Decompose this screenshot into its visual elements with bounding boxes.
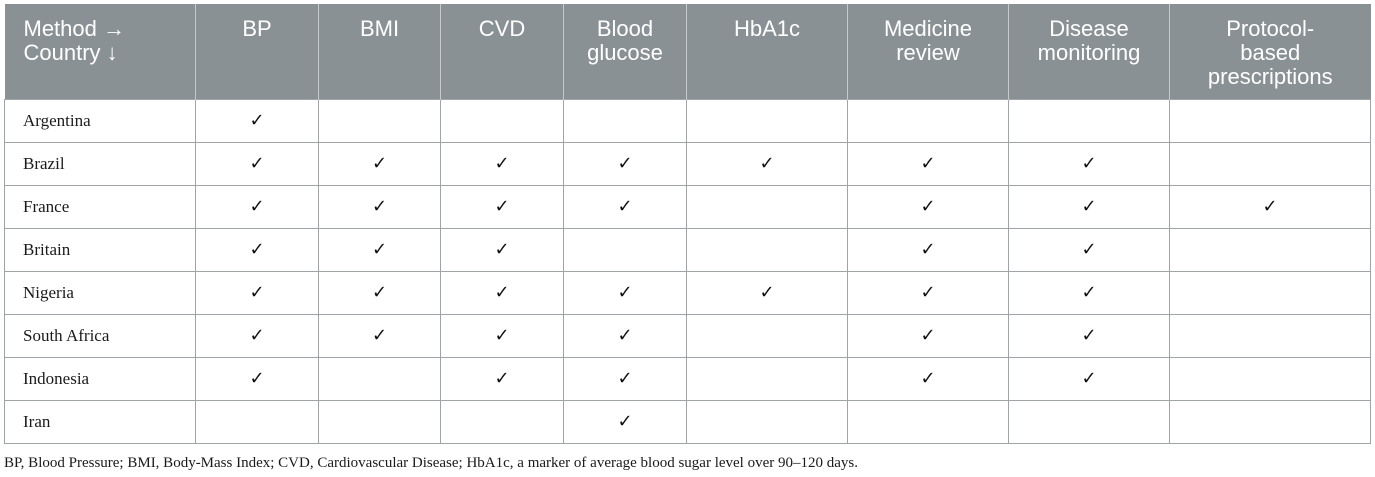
column-header-medicine-review [848, 4, 1009, 99]
method-cell [687, 314, 848, 357]
method-cell [687, 142, 848, 185]
checkmark-icon: ✓ [249, 368, 265, 389]
column-header-label: CVD [478, 16, 526, 41]
table-row [5, 400, 1371, 443]
country-cell: South Africa [5, 314, 196, 357]
method-cell [848, 142, 1009, 185]
checkmark-icon: ✓ [494, 282, 510, 303]
method-cell [441, 271, 564, 314]
method-cell [564, 142, 687, 185]
checkmark-icon: ✓ [920, 196, 936, 217]
method-cell [848, 357, 1009, 400]
column-header-label: glucose [587, 40, 663, 65]
checkmark-icon: ✓ [494, 153, 510, 174]
method-cell [1009, 271, 1170, 314]
method-cell [564, 228, 687, 271]
checkmark-icon: ✓ [1081, 368, 1097, 389]
method-cell [1009, 142, 1170, 185]
method-cell [441, 142, 564, 185]
column-header-label: Disease [1049, 16, 1129, 41]
checkmark-icon: ✓ [494, 239, 510, 260]
method-cell [564, 271, 687, 314]
checkmark-icon: ✓ [1081, 239, 1097, 260]
checkmark-icon: ✓ [920, 239, 936, 260]
methods-by-country-table [4, 4, 1371, 444]
method-cell [441, 185, 564, 228]
column-header-label: Protocol- [1226, 16, 1315, 41]
country-cell: Argentina [5, 99, 196, 142]
method-cell [564, 314, 687, 357]
method-cell [564, 185, 687, 228]
table-row [5, 185, 1371, 228]
table-row [5, 142, 1371, 185]
method-cell [196, 271, 319, 314]
method-cell [1170, 99, 1371, 142]
method-cell [441, 99, 564, 142]
checkmark-icon: ✓ [759, 282, 775, 303]
checkmark-icon: ✓ [249, 282, 265, 303]
checkmark-icon: ✓ [1081, 196, 1097, 217]
method-cell [687, 271, 848, 314]
method-cell [1170, 185, 1371, 228]
table-row [5, 314, 1371, 357]
column-header-disease-monitoring [1009, 4, 1170, 99]
method-cell [848, 228, 1009, 271]
column-header-label: Country ↓ [23, 40, 118, 65]
method-cell [848, 99, 1009, 142]
method-cell [441, 357, 564, 400]
method-cell [1009, 314, 1170, 357]
checkmark-icon: ✓ [617, 282, 633, 303]
method-cell [319, 271, 441, 314]
method-cell [441, 400, 564, 443]
checkmark-icon: ✓ [371, 239, 388, 260]
checkmark-icon: ✓ [494, 196, 510, 217]
method-cell [319, 314, 441, 357]
table-footnote: BP, Blood Pressure; BMI, Body-Mass Index; CVD, Cardiovascular Disease; HbA1c, a marker of average blood sugar level over 90–120 days. [4, 455, 858, 471]
method-cell [687, 99, 848, 142]
method-cell [319, 400, 441, 443]
table-row [5, 357, 1371, 400]
checkmark-icon: ✓ [371, 282, 388, 303]
checkmark-icon: ✓ [1262, 196, 1278, 217]
table-body [5, 99, 1371, 443]
table-row [5, 271, 1371, 314]
method-cell [196, 228, 319, 271]
column-header-label: BP [242, 16, 272, 41]
checkmark-icon: ✓ [920, 368, 936, 389]
method-cell [196, 357, 319, 400]
method-cell [319, 142, 441, 185]
checkmark-icon: ✓ [759, 153, 775, 174]
checkmark-icon: ✓ [617, 368, 633, 389]
table-row [5, 228, 1371, 271]
method-cell [441, 314, 564, 357]
column-header-cvd [441, 4, 564, 99]
column-header-hba1c [687, 4, 848, 99]
column-header-protocol-prescriptions [1170, 4, 1371, 99]
column-header-bmi [319, 4, 441, 99]
checkmark-icon: ✓ [249, 153, 265, 174]
country-cell: Nigeria [5, 271, 196, 314]
method-cell [441, 228, 564, 271]
method-cell [564, 400, 687, 443]
checkmark-icon: ✓ [249, 239, 265, 260]
method-cell [848, 271, 1009, 314]
method-cell [319, 185, 441, 228]
checkmark-icon: ✓ [249, 110, 265, 131]
column-header-label: prescriptions [1207, 64, 1333, 89]
header-row [5, 4, 1371, 99]
method-cell [687, 400, 848, 443]
table-row [5, 99, 1371, 142]
column-header-label: monitoring [1037, 40, 1141, 65]
method-cell [1170, 314, 1371, 357]
column-header-label: based [1240, 40, 1301, 65]
checkmark-icon: ✓ [1081, 325, 1097, 346]
column-header-blood-glucose [564, 4, 687, 99]
checkmark-icon: ✓ [920, 325, 936, 346]
country-cell: France [5, 185, 196, 228]
checkmark-icon: ✓ [494, 325, 510, 346]
method-cell [564, 357, 687, 400]
column-header-label: BMI [359, 16, 400, 41]
checkmark-icon: ✓ [371, 325, 388, 346]
checkmark-icon: ✓ [249, 325, 265, 346]
country-cell: Brazil [5, 142, 196, 185]
checkmark-icon: ✓ [920, 153, 936, 174]
country-cell: Indonesia [5, 357, 196, 400]
checkmark-icon: ✓ [617, 196, 633, 217]
checkmark-icon: ✓ [371, 153, 388, 174]
method-cell [1009, 228, 1170, 271]
column-header-label: Method → [23, 16, 125, 41]
checkmark-icon: ✓ [617, 411, 633, 432]
column-header-country [5, 4, 196, 99]
method-cell [1009, 400, 1170, 443]
column-header-bp [196, 4, 319, 99]
method-cell [196, 314, 319, 357]
column-header-label: review [896, 40, 960, 65]
column-header-label: HbA1c [733, 16, 801, 41]
method-cell [196, 400, 319, 443]
method-cell [1170, 271, 1371, 314]
method-cell [848, 185, 1009, 228]
checkmark-icon: ✓ [617, 153, 633, 174]
checkmark-icon: ✓ [1081, 153, 1097, 174]
checkmark-icon: ✓ [494, 368, 510, 389]
checkmark-icon: ✓ [371, 196, 388, 217]
column-header-label: Blood [596, 16, 654, 41]
column-header-label: Medicine [883, 16, 973, 41]
method-cell [319, 99, 441, 142]
method-cell [1170, 357, 1371, 400]
checkmark-icon: ✓ [920, 282, 936, 303]
method-cell [687, 357, 848, 400]
method-cell [564, 99, 687, 142]
table-container [4, 4, 1371, 444]
method-cell [196, 142, 319, 185]
checkmark-icon: ✓ [1081, 282, 1097, 303]
method-cell [848, 314, 1009, 357]
method-cell [319, 357, 441, 400]
method-cell [687, 185, 848, 228]
country-cell: Iran [5, 400, 196, 443]
method-cell [1009, 99, 1170, 142]
method-cell [196, 99, 319, 142]
country-cell: Britain [5, 228, 196, 271]
method-cell [196, 185, 319, 228]
method-cell [319, 228, 441, 271]
method-cell [687, 228, 848, 271]
method-cell [1170, 400, 1371, 443]
method-cell [848, 400, 1009, 443]
table-header [5, 4, 1371, 99]
checkmark-icon: ✓ [617, 325, 633, 346]
method-cell [1009, 185, 1170, 228]
method-cell [1170, 228, 1371, 271]
checkmark-icon: ✓ [249, 196, 265, 217]
method-cell [1009, 357, 1170, 400]
method-cell [1170, 142, 1371, 185]
